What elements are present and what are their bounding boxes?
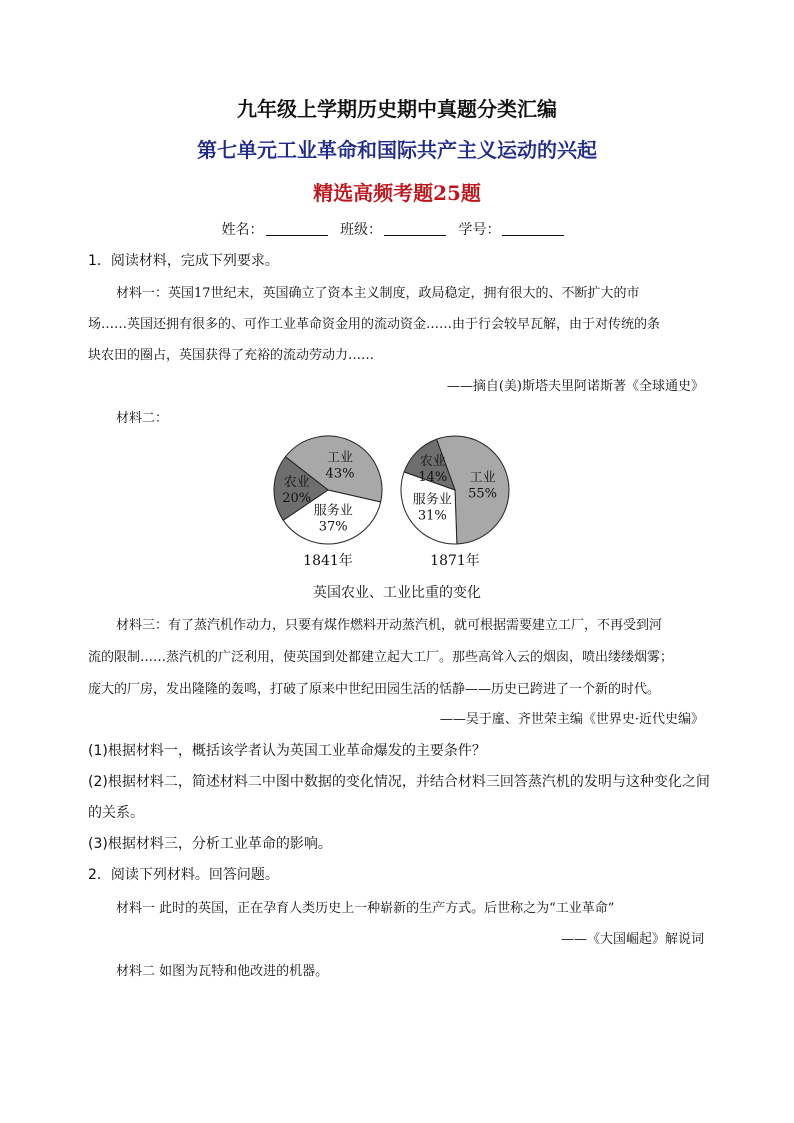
id-label: 学号： <box>458 222 501 238</box>
year-label: 1841年 <box>303 553 353 569</box>
tagline: 精选高频考题25题 <box>313 181 481 205</box>
q1-m1-source: ——摘自(美)斯塔夫里阿诺斯著《全球通史》 <box>446 379 704 394</box>
slice-value: 43% <box>325 466 355 482</box>
q1-sub-question: (3)根据材料三，分析工业革命的影响。 <box>88 836 332 852</box>
class-blank[interactable] <box>384 234 446 236</box>
slice-label: 服务业 <box>313 503 353 519</box>
q1-m1-line: 材料一：英国17世纪末，英国确立了资本主义制度，政局稳定，拥有很大的、不断扩大的市 <box>116 286 640 301</box>
slice-label: 工业 <box>469 470 496 486</box>
year-label: 1871年 <box>430 553 480 569</box>
slice-value: 31% <box>417 508 447 524</box>
q1-m3-line: 材料三：有了蒸汽机作动力，只要有煤作燃料开动蒸汽机，就可根据需要建立工厂，不再受到河 <box>116 618 663 633</box>
student-info <box>0 219 794 239</box>
q2-m1-source: ——《大国崛起》解说词 <box>560 932 704 947</box>
q1-sub-question: (2)根据材料二，简述材料二中图中数据的变化情况，并结合材料三回答蒸汽机的发明与这种变化之间 <box>88 774 710 790</box>
slice-value: 20% <box>282 490 312 506</box>
slice-label: 农业 <box>419 453 446 469</box>
id-blank[interactable] <box>502 234 564 236</box>
slice-value: 55% <box>468 486 498 502</box>
page-title: 九年级上学期历史期中真题分类汇编 <box>237 97 557 121</box>
name-blank[interactable] <box>266 234 328 236</box>
name-label: 姓名： <box>221 222 264 238</box>
q1-m1-line: 场……英国还拥有很多的、可作工业革命资金用的流动资金……由于行会较早瓦解，由于对传统的条 <box>88 317 661 332</box>
slice-label: 工业 <box>326 450 354 466</box>
q1-stem: 1．阅读材料，完成下列要求。 <box>88 253 279 269</box>
unit-subtitle: 第七单元工业革命和国际共产主义运动的兴起 <box>197 138 597 162</box>
chart-caption: 英国农业、工业比重的变化 <box>313 585 481 601</box>
q1-sub-question: 的关系。 <box>88 805 144 821</box>
q1-m3-source: ——吴于廑、齐世荣主编《世界史·近代史编》 <box>439 712 704 727</box>
pie-charts <box>270 432 520 578</box>
q1-m2-label: 材料二： <box>116 411 169 426</box>
q2-m2-text: 材料二 如图为瓦特和他改进的机器。 <box>116 964 329 979</box>
slice-label: 服务业 <box>412 492 452 508</box>
q2-stem: 2．阅读下列材料。回答问题。 <box>88 867 279 883</box>
q1-m1-line: 块农田的圈占，英国获得了充裕的流动劳动力…… <box>88 348 375 363</box>
class-label: 班级： <box>340 222 382 238</box>
q1-m3-line: 庞大的厂房，发出隆隆的轰鸣，打破了原来中世纪田园生活的恬静——历史已跨进了一个新的时代。 <box>88 682 661 697</box>
slice-value: 14% <box>418 469 448 485</box>
q2-m1-text: 材料一 此时的英国，正在孕育人类历史上一种崭新的生产方式。后世称之为“工业革命” <box>116 901 615 916</box>
slice-label: 农业 <box>283 474 310 490</box>
slice-value: 37% <box>318 519 348 535</box>
q1-m3-line: 流的限制……蒸汽机的广泛利用，使英国到处都建立起大工厂。那些高耸入云的烟囱，喷出缕缕烟雾； <box>88 650 674 665</box>
q1-sub-question: (1)根据材料一，概括该学者认为英国工业革命爆发的主要条件？ <box>88 743 486 759</box>
